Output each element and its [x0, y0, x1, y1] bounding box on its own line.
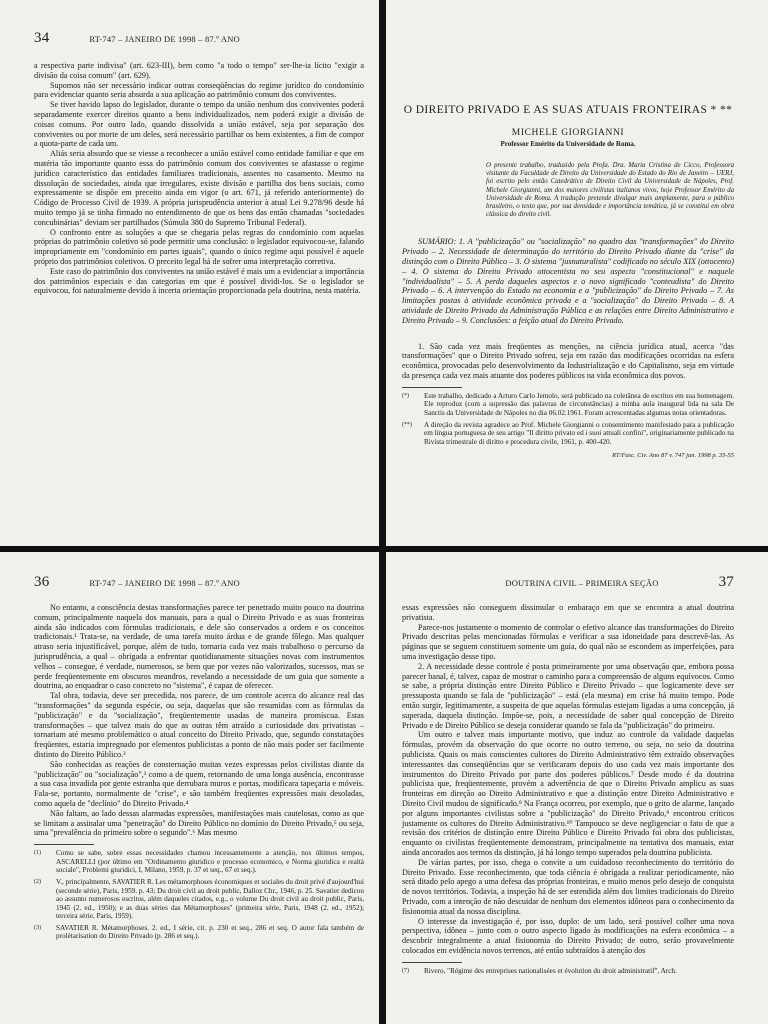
paragraph: Um outro e talvez mais importante motivo, que induz ao controle da validade daquelas fórmulas, provém da observação do que ocorre no outro terreno, ou seja, no seio da doutrina publicista. Quais os mais conscientes cultores do Direito Administrativo têm extraído observações interessantes das conseqüências que se verificaram depois do uso cada vez mais importante dos instrumentos do Direito Privado por parte dos poderes públicos.⁷ Desde modo é da doutrina publicista que, freqüentemente, provém a advertência de que o Direito Privado amplicu as suas fronteiras em direção ao Direito Administrativo e que a distinção entre Direito Administrativo e Direito Civil mudou de significado.⁸ Na França ocorreu, por exemplo, que o grito de alarme, lançado por alguns importantes civilistas sobre a "publicização" do Direito Privado,⁹ encontrou críticos justamente os cultores do Direito Administrativo.¹⁰ Tampouco se deve negligenciar o fato de que a revisão dos critérios de distinção entre Direito Público e Direito Privado foi obra dos publicistas, enquanto os civilistas freqüentemente demonstram, principalmente na tentativa dos manuais, estar ainda ancorados aos termos da distinção, já há longo tempo superados pela doutrina publicista.	[402, 730, 734, 857]
running-header	[402, 574, 734, 591]
paragraph: O confronto entre as soluções a que se chegaria pelas regras do condomínio com aquelas próprias do patrimônio coletivo só pode permitir uma conclusão: o legislador equivocou-se, falando impropriamente em "condomínio em partes iguais", quando o único regime aqui possível é aquele próprio dos patrimônios coletivos. O preceito legal há de sofrer uma interpretação corretiva.	[34, 227, 364, 266]
running-head-text: RT-747 – JANEIRO DE 1998 – 87.º ANO	[89, 578, 240, 588]
body-text	[34, 61, 364, 296]
page-number: 34	[34, 30, 50, 46]
page-34	[0, 0, 384, 512]
article-title: O DIREITO PRIVADO E AS SUAS ATUAIS FRONTEIRAS * **	[403, 104, 733, 116]
footnote-mark: (*)	[402, 392, 409, 399]
running-header	[34, 574, 364, 591]
paragraph: 1. São cada vez mais freqüentes as menções, na ciência jurídica atual, acerca "das transformações" que o Direito Privado sofreu, seja em razão das modificações ocorridas na esfera econômica, provocadas pelo desenvolvimento da Industrialização e do Capitalismo, seja em virtude da presença cada vez mais atuante dos poderes públicos na vida econômica dos povos.	[402, 341, 734, 380]
paragraph: Este caso do patrimônio dos conviventes na união estável é mais um a evidenciar a importância dos patrimônios especiais e das categorias em que é possível dividi-los. Se o legislador se equivocou, foi naturalmente devido à incerta orientação proporcionada pela doutrina, nesta matéria.	[34, 266, 364, 296]
paragraph: São conhecidas as reações de consternação muitas vezes expressas pelos civilistas diante da "publicização" ou "socialização",³ como a de quem, retornando de uma longa ausência, encontrasse a sua casa invadida por gente estranha que derrubara muros e portas, modificara tapeçaria e móveis. Fala-se, portanto, normalmente de "crise", e são também freqüentes expressões mais desoladas, como aquela de "declínio" do Direito Privado.⁴	[34, 759, 364, 808]
running-head-text: RT-747 – JANEIRO DE 1998 – 87.º ANO	[89, 34, 240, 44]
paragraph: De várias partes, por isso, chega o convite a um cuidadoso reconhecimento do território do Direito Privado. Esse reconhecimento, que toda ciência é obrigada a realizar periodicamente, não será ditado pelo apego a uma defesa das próprias fronteiras, e muito menos pelo desejo de conquista de novos territórios. Todavia, a inspeção há de ser estendida além dos limites tradicionais do Direito Privado, com a intenção de não descuidar de nenhum dos elementos idôneos para o conhecimento da fisionomia atual da nossa disciplina.	[402, 857, 734, 916]
footnote	[34, 924, 364, 941]
footnote-text: SAVATIER R. Métamorphoses. 2. ed., I série, cit. p. 230 et seq., 286 et seq. O autor fala também de prolétarisation do Direito Privado (p. 286 et seq.).	[56, 923, 364, 941]
footnote	[402, 967, 734, 976]
paragraph: essas expressões não conseguem dissimular o embaraço em que se encontra a atual doutrina privatista.	[402, 603, 734, 622]
page-36	[0, 512, 384, 1024]
footnote	[402, 421, 734, 447]
paragraph: Se tiver havido lapso do legislador, durante o tempo da união nenhum dos conviventes poderá separadamente exercer direitos quanto a bens individualizados, nem poderá exigir a divisão de coisas comuns. Por outro lado, quando dissolvida a união estável, seja por separação dos conviventes ou por morte de um deles, será necessário partilhar os bens existentes, a fim de compor a quota-parte de cada um.	[34, 100, 364, 149]
scan-gutter-vertical	[379, 0, 386, 1024]
footnote-text: Como se sabe, sobre essas necessidades chamou incessantemente a atenção, nos últimos tempos, ASCARELLI (por último em "Ordinamento giuridico e processo economico, e Norma giuridica e realtà sociale", Problemi giuridici, I, Milano, 1959, p. 37 et seq., 67 et seq.).	[56, 849, 364, 875]
footnote-rule	[402, 962, 462, 963]
author-affiliation: Professor Emérito da Universidade de Roma.	[500, 140, 636, 148]
footnote-mark: (2)	[34, 878, 41, 885]
paragraph: Não faltam, ao lado dessas alarmadas expressões, manifestações mais cautelosas, como as que se limitam a assinalar uma "penetração" do Direito Público no domínio do Direito Privado,⁵ ou seja, uma "prevalência do primeiro sobre o segundo".⁶ Mas mesmo	[34, 808, 364, 838]
footnote-mark: (1)	[34, 850, 41, 857]
footnote-mark: (7)	[402, 967, 409, 974]
footnote-text: V., principalmente, SAVATIER R. Les métamorphoses économiques et sociales du droit privé d'aujourd'hui (seconde série), Paris, 1959. p. 43; Du droit civil au droit public, Dalloz Chr., 1946, p. 25. Savatier dedicou ao assunto numerosos escritos, além daqueles citados, e.g., o volume Du droit civil au droit public, Paris, 1945 (2. ed., 1950); e as duas séries das Métamorphoses" (primeira série, Paris, 1948 (2. ed., 1952); terceira série, Paris, 1959).	[56, 877, 365, 921]
body-text	[402, 603, 734, 956]
article-author: MICHELE GIORGIANNI	[511, 128, 625, 138]
page-number: 36	[34, 574, 50, 590]
running-head-text: DOUTRINA CIVIL – PRIMEIRA SEÇÃO	[505, 578, 659, 588]
footnote-text: A direção da revista agradece ao Prof. Michele Giorgianni o consentimento manifestado para a publicação em língua portuguesa de seu artigo "Il diritto privato ed i suoi attuali confini", originariamente publicado na Rivista trimestrale di diritto e procedura civile, 1961, p. 400-420.	[424, 420, 734, 446]
paragraph: 2. A necessidade desse controle é posta primeiramente por uma observação que, embora possa parecer banal, é, talvez, capaz de mostrar o caminho para a compreensão de alguns equívocos. Como se sabe, a própria distinção entre Direito Público e Direito Privado – que logicamente deve ser pressuposta quando se fala de "publicização" – está (ela mesma) em crise há muito tempo. Pode então surgir, legitimamente, a suspeita de que aquelas fórmulas estejam ligadas a uma concepção, já superada, daquela distinção. Impõe-se, pois, a necessidade de saber qual concepção de Direito Privado e de Direito Público se deseja considerar quando se fala da "publicização" do primeiro.	[402, 661, 734, 730]
translator-note: O presente trabalho, traduzido pela Profa. Dra. Maria Cristina de Cicco, Professora visitante da Faculdade de Direito da Universidade do Estado do Rio de Janeiro – UERJ, foi escrito pelo então Catedrático de Direito Civil da Universidade de Nápoles, Prof. Michele Giorgianni, um dos maiores civilistas italianos vivos, hoje Professor Emérito da Universidade de Roma. A tradução pretende divulgar mais amplamente, para o público brasileiro, o texto que, por sua densidade e importância temática, já se constitui em obra clássica do direito civil.	[486, 162, 734, 219]
running-header	[34, 30, 364, 47]
paragraph: No entanto, a consciência destas transformações parece ter penetrado muito pouco na doutrina comum, principalmente naquela dos manuais, para a qual o Direito Privado e as suas fronteiras ainda são indicados com fórmulas tradicionais, e dele são conservados a ordem e os conceitos tradicionais.¹ Trata-se, na verdade, de uma tarefa muito árdua e de grande fôlego. Mas qualquer atraso seria injustificável, porque, além de tudo, tornaria cada vez mais trabalhoso o percurso da jurisprudência, a qual – obrigada a enfrentar quotidianamente situações novas com instrumentos velhos – consegue, é verdade, numerosos, se bem que por vezes não valorizados, sucessos, mas se perde freqüentemente em obscuros meandros, revelando a necessidade de um guia que somente a doutrina, ao enquadrar o caso concreto no "sistema", é capaz de oferecer.	[34, 603, 364, 691]
page-number: 37	[718, 574, 734, 590]
footnote	[402, 392, 734, 418]
paragraph: Parece-nos justamente o momento de controlar o efetivo alcance das transformações do Direito Privado descritas pelas mencionadas fórmulas e verificar a sua idoneidade para descrevê-las. As páginas que se seguem constituem somente um guia, do qual não se escondem as imperfeições, para uma investigação desse tipo.	[402, 622, 734, 661]
footnote	[34, 849, 364, 875]
paragraph: O interesse da investigação é, por isso, duplo: de um lado, será possível colher uma nova perspectiva, idônea – junto com o outro aspecto ligado às modificações na esfera econômica – a descobrir integralmente a atual fisionomia do Direito Privado; de outro, serão provavelmente colocados em evidência novos terrenos, até então subtraídos à atenção dos	[402, 916, 734, 955]
page-37	[384, 512, 768, 1024]
footnote-text: Este trabalho, dedicado a Arturo Carlo Jemolo, será publicado na coletânea de escritos em sua homenagem. Ele reproduz (com a supressão das palavras de circunstâncias) a minha aula inaugural lida na sala De Sanctis da Universidade de Nápoles no dia 06.02.1961. Foram acrescentadas algumas notas orientadoras.	[424, 391, 734, 417]
footnote	[34, 878, 364, 921]
paragraph: Supomos não ser necessário indicar outras conseqüências do regime jurídico do condomínio para evidenciar quanto seria absurda a sua aplicação ao patrimônio comum dos conviventes.	[34, 80, 364, 100]
footnote-rule	[34, 844, 94, 845]
issue-credit: RT/Fasc. Civ. Ano 87 v. 747 jan. 1998 p. 35-55	[611, 452, 734, 460]
paragraph: Tal obra, todavia, deve ser precedida, nos parece, de um controle acerca do alcance real das "transformações" da segunda espécie, ou seja, daquelas que são resumidas com as fórmulas da "publicização" e da "socialização", freqüentemente usadas de maneira promíscua. Estas transformações – que talvez mais do que as outras têm atraído a curiosidade dos privatistas – tornariam até mesmo problemático o atual conceito do Direito Privado, que, segundo constatações freqüentes, estaria impregnado por elementos publicistas a ponto de não mais poder ser facilmente distinto do Direito Público.²	[34, 691, 364, 759]
paragraph: a respectiva parte indivisa" (art. 623-III), bem como "a todo o tempo" ser-lhe-ia lícito "exigir a divisão da coisa comum" (art. 629).	[34, 61, 364, 80]
page-35	[384, 0, 768, 512]
footnote-rule	[402, 387, 462, 388]
body-text	[34, 603, 364, 838]
footnote-mark: (3)	[34, 924, 41, 931]
paragraph: Aliás seria absurdo que se viesse a reconhecer a união estável como entidade familiar e que em matéria tão importante quanto essa do patrimônio comum dos conviventes se afastasse o regime jurídico característico das entidades familiares tradicionais, assentes no casamento. Mesmo na dissolução de sociedades, ainda que irregulares, existe divisão e partilha dos bens sociais, como expressamente se dispõe em preceito ainda em vigor (o art. 671, já referido anteriormente) do Código de Processo Civil de 1939. A própria jurisprudência anterior à atual Lei 9.278/96 desde há muito tempo já se tinha firmado no entendimento de que os bens das então chamadas "sociedades concubinárias" deviam ser partilhados (Súmula 380 do Supremo Tribunal Federal).	[34, 149, 364, 227]
footnote-text: Rivero, "Régime des entreprises nationalisées et évolution du droit administratif", Arch.	[424, 966, 677, 975]
footnote-mark: (**)	[402, 421, 412, 428]
summary-text: SUMÁRIO: 1. A "publicização" ou "socialização" no quadro das "transformações" do Direito Privado – 2. Necessidade de determinação do território do Direito Privado diante da "crise" da distinção com o Direito Público – 3. O sistema "jusnaturalista" codificado no século XIX (ottocento) – 4. O sistema do Direito Privado ottocentista no seu aspecto "constitucional" e naquele "individualista" – 5. A perda daqueles aspectos e o novo significado "conteudista" do Direito Privado – 6. A intervenção do Estado na economia e a "publicização" do Direito Privado – 7. As limitações postas à atividade econômica privada e a "socialização" do Direito Privado – 8. A atividade de Direito Privado da Administração Pública e as relações entre Direito Administrativo e Direito Privado – 9. Conclusões: a feição atual do Direito Privado.	[402, 237, 734, 325]
article-summary	[402, 237, 734, 325]
